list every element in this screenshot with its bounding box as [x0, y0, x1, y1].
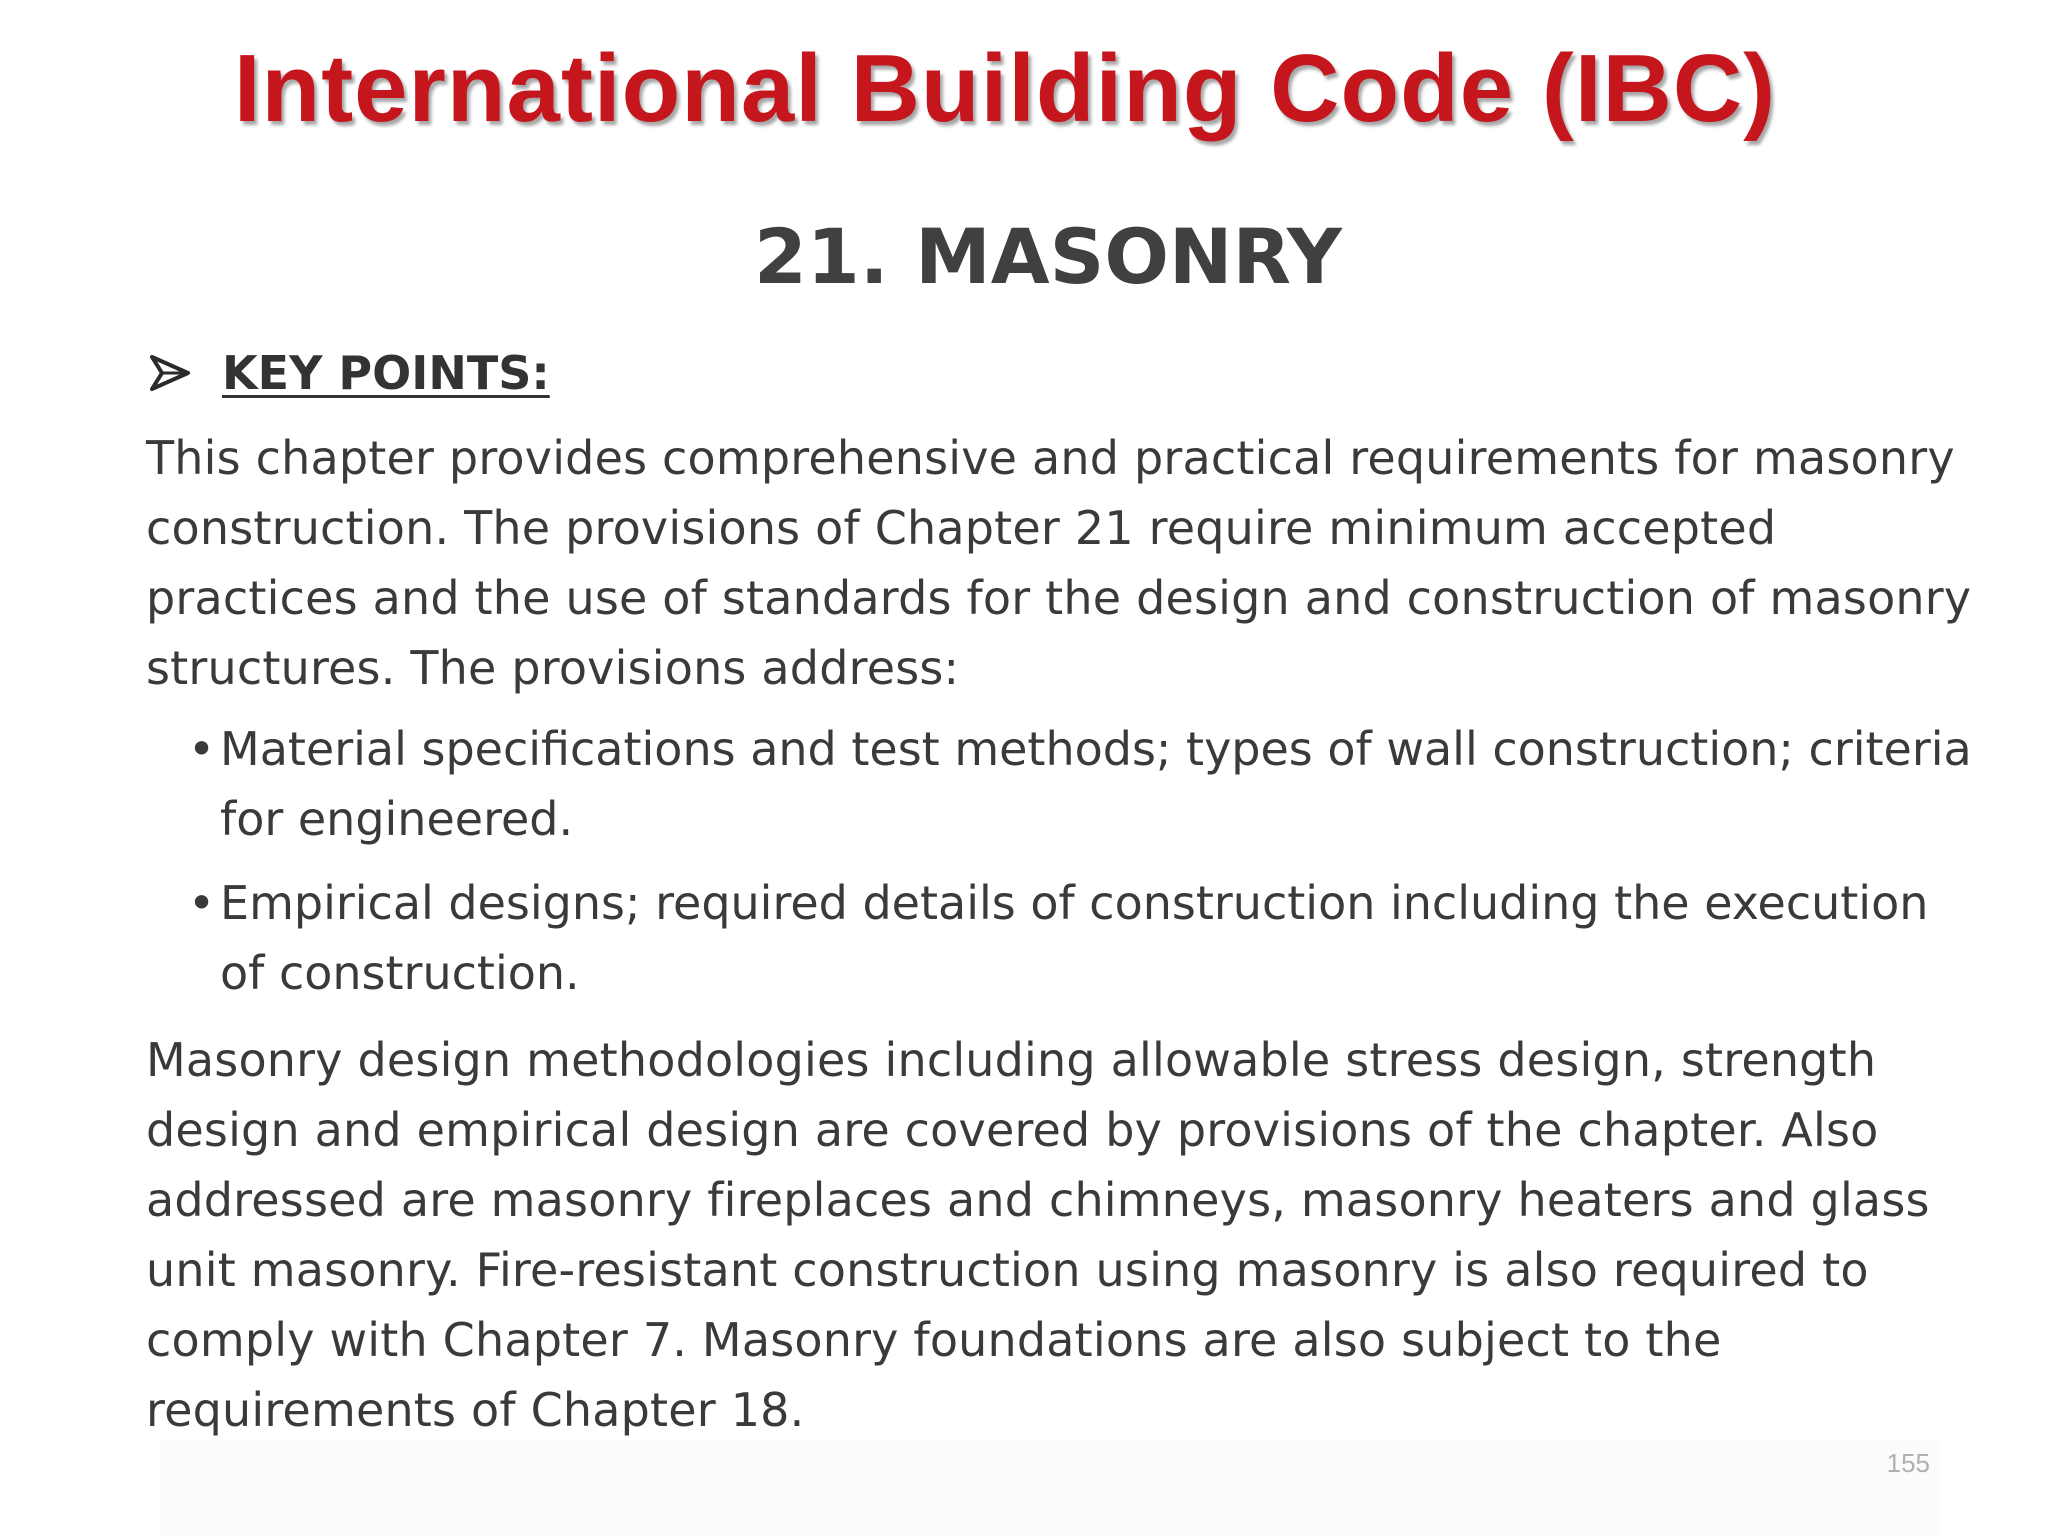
arrow-bullet-icon [148, 351, 192, 395]
bullet-dot-icon: • [188, 876, 216, 930]
list-item [180, 868, 1980, 1008]
bullet-text: Empirical designs; required details of construction including the execution of construction. [220, 876, 1929, 1000]
key-points-label: KEY POINTS: [222, 346, 550, 400]
closing-paragraph: Masonry design methodologies including allowable stress design, strength design and empirical design are covered by provisions of the chapter. Also addressed are masonry fireplaces and chimneys, masonry heaters and glass unit masonry. Fire-resistant construction using masonry is also required to comply with Chapter 7. Masonry foundations are also subject to the requirements of Chapter 18. [146, 1033, 1930, 1437]
intro-paragraph: This chapter provides comprehensive and practical requirements for masonry construction. The provisions of Chapter 21 require minimum accepted practices and the use of standards for the design and construction of masonry structures. The provisions address: [146, 431, 1972, 695]
bullet-list [180, 714, 1980, 1022]
chapter-heading: 21. MASONRY [754, 212, 1342, 301]
document-title: International Building Code (IBC) [233, 35, 1777, 142]
bullet-dot-icon: • [188, 722, 216, 776]
footer-panel [160, 1440, 1940, 1536]
list-item [180, 714, 1980, 854]
key-points-heading [148, 346, 550, 400]
page-number: 155 [1886, 1448, 1930, 1478]
bullet-text: Material specifications and test methods; types of wall construction; criteria for engineered. [220, 722, 1972, 846]
